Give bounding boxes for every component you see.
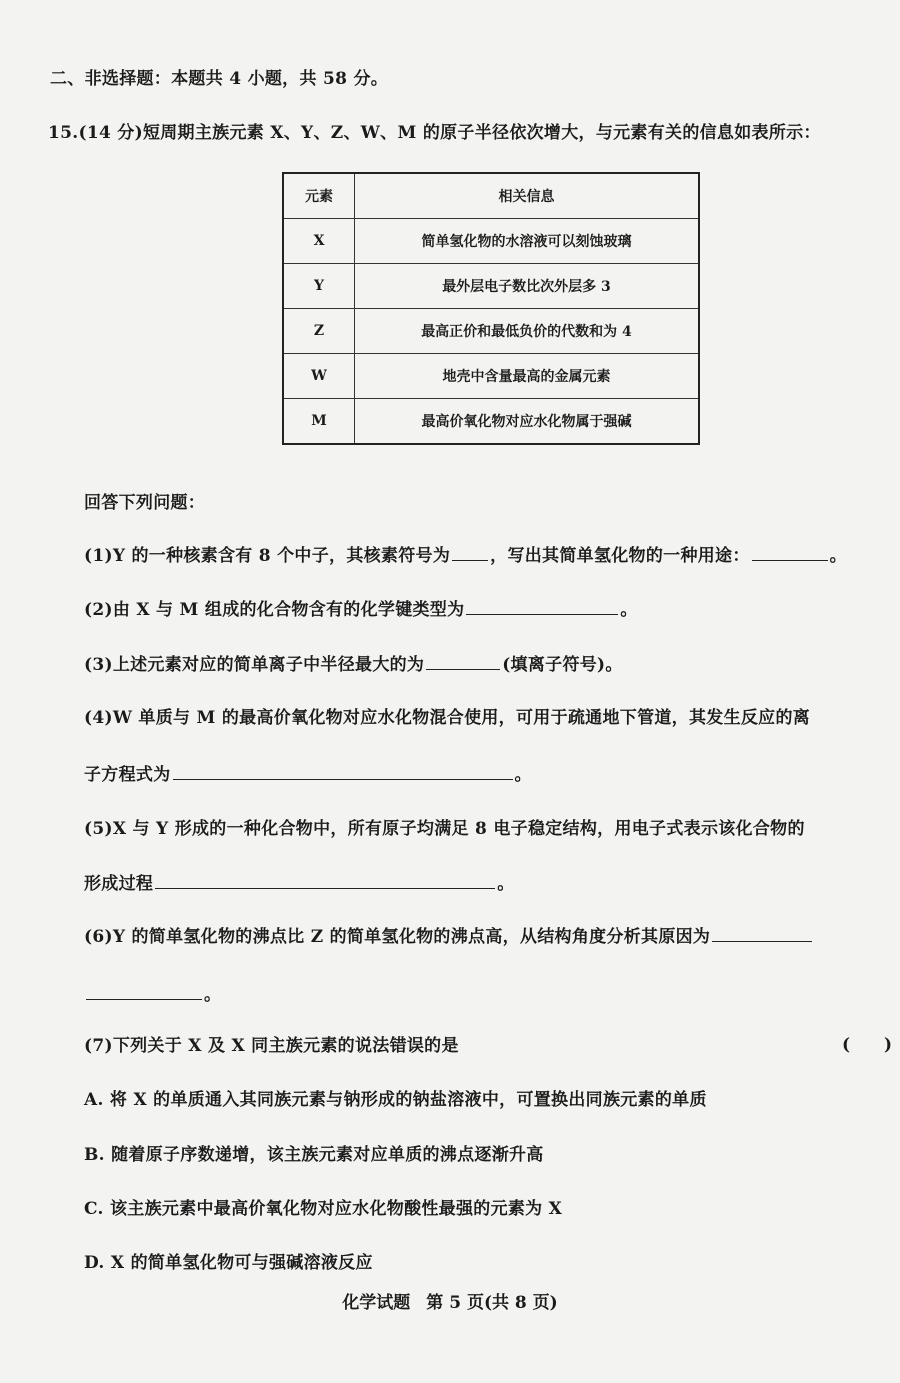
info-cell: 地壳中含量最高的金属元素 [355,354,700,399]
answer-blank[interactable] [155,872,495,889]
answer-blank[interactable] [173,763,513,780]
table-row [283,309,699,354]
sub6-text-b: 。 [204,985,222,1005]
option-b: B. 随着原子序数递增，该主族元素对应单质的沸点逐渐升高 [84,1145,544,1165]
table-row [283,354,699,399]
sub6-text-a: (6)Y 的简单氢化物的沸点比 Z 的简单氢化物的沸点高，从结构角度分析其原因为 [84,927,711,947]
sub-question-4-line1: (4)W 单质与 M 的最高价氧化物对应水化物混合使用，可用于疏通地下管道，其发生反应的离 [84,708,811,728]
answer-blank[interactable] [426,653,500,670]
page-footer [0,1288,900,1313]
sub1-text-b: ，写出其简单氢化物的一种用途： [490,546,750,566]
answer-blank[interactable] [712,925,812,942]
answer-blank[interactable] [452,544,488,561]
sub1-text-c: 。 [829,546,847,566]
sub-question-4-line2 [84,760,532,785]
table-row [283,264,699,309]
sub1-text-a: (1)Y 的一种核素含有 8 个中子，其核素符号为 [84,546,451,566]
sub-question-1 [84,541,847,566]
sub2-text-b: 。 [620,600,638,620]
element-cell: X [283,219,355,264]
table-row [283,399,699,445]
sub-question-5-line1: (5)X 与 Y 形成的一种化合物中，所有原子均满足 8 电子稳定结构，用电子式表示该化合物的 [84,819,805,839]
table-header-row [283,173,699,219]
option-a: A. 将 X 的单质通入其同族元素与钠形成的钠盐溶液中，可置换出同族元素的单质 [84,1090,707,1110]
element-cell: Y [283,264,355,309]
option-d: D. X 的简单氢化物可与强碱溶液反应 [84,1253,373,1273]
answer-prompt: 回答下列问题： [84,493,206,513]
sub-question-3 [84,650,623,675]
sub-question-7: (7)下列关于 X 及 X 同主族元素的说法错误的是 [84,1036,459,1056]
element-info-table [282,172,700,445]
answer-paren[interactable]: ( ) [842,1035,893,1055]
sub4-text-c: 。 [514,765,532,785]
sub5-text-b: 形成过程 [84,874,154,894]
answer-blank[interactable] [752,544,828,561]
info-cell: 最外层电子数比次外层多 3 [355,264,700,309]
footer-subject: 化学试题 [342,1293,411,1313]
table-row [283,219,699,264]
sub3-text-a: (3)上述元素对应的简单离子中半径最大的为 [84,655,425,675]
option-c: C. 该主族元素中最高价氧化物对应水化物酸性最强的元素为 X [84,1199,563,1219]
sub-question-6-line2 [84,980,221,1005]
answer-blank[interactable] [466,598,618,615]
sub2-text-a: (2)由 X 与 M 组成的化合物含有的化学键类型为 [84,600,465,620]
sub5-text-c: 。 [497,874,515,894]
sub-question-5-line2 [84,869,515,894]
sub-question-2 [84,595,638,620]
sub-question-6-line1 [84,922,814,947]
footer-page-number: 第 5 页(共 8 页) [426,1293,558,1313]
info-cell: 最高正价和最低负价的代数和为 4 [355,309,700,354]
element-cell: W [283,354,355,399]
sub3-text-b: (填离子符号)。 [502,655,623,675]
section-title: 二、非选择题：本题共 4 小题，共 58 分。 [50,69,389,89]
question-15-intro: 15.(14 分)短周期主族元素 X、Y、Z、W、M 的原子半径依次增大，与元素有关的信息如表所示： [48,123,821,143]
sub4-text-b: 子方程式为 [84,765,171,785]
info-cell: 最高价氧化物对应水化物属于强碱 [355,399,700,445]
answer-blank[interactable] [86,983,202,1000]
info-cell: 简单氢化物的水溶液可以刻蚀玻璃 [355,219,700,264]
element-cell: Z [283,309,355,354]
table-header: 元素 [283,173,355,219]
element-cell: M [283,399,355,445]
table-header: 相关信息 [355,173,700,219]
